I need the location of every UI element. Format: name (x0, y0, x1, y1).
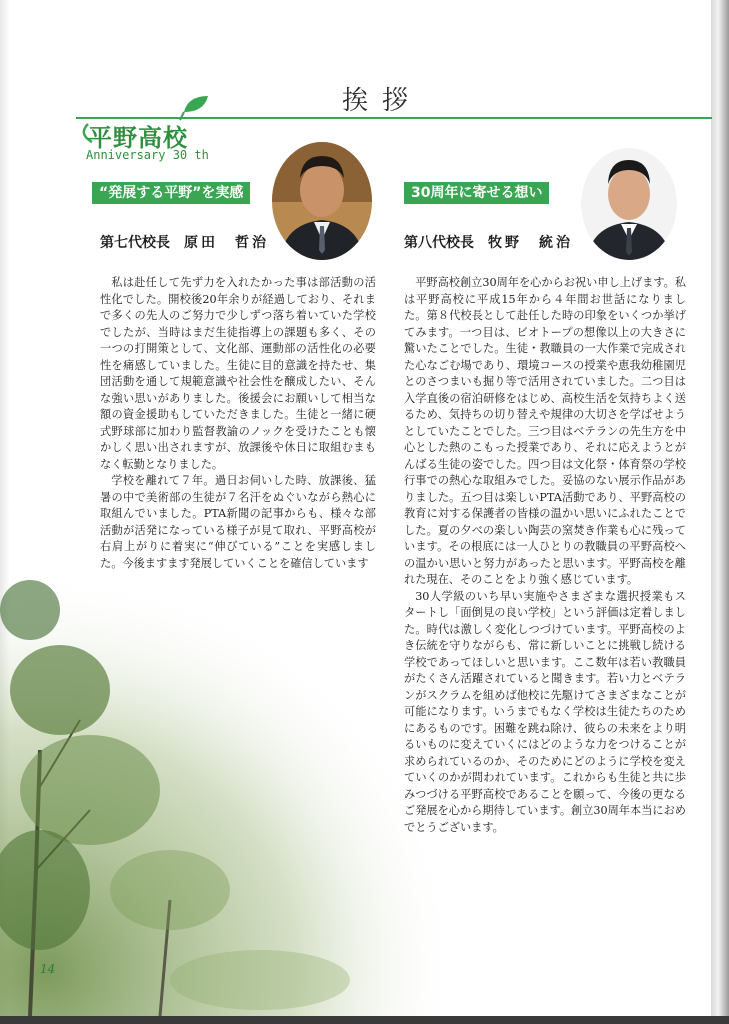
right-body-text (404, 275, 686, 836)
right-banner: 30周年に寄せる想い (404, 182, 549, 204)
left-author-name: 原田 哲治 (184, 235, 269, 251)
left-paragraph: 学校を離れて７年。過日お伺いした時、放課後、猛暑の中で美術部の生徒が７名汗をぬぐいながら熱心に取組んでいました。PTA新聞の記事からも、様々な部活動が活発になっている様子が見て取れ、平野高校が右肩上がりに着実に“伸びている”ことを実感しました。今後ますます発展していくことを確信しています (100, 474, 376, 570)
tree-photo (0, 570, 460, 1016)
left-banner: “発展する平野”を実感 (92, 182, 250, 204)
left-paragraph: 私は赴任して先ず力を入れたかった事は部活動の活性化でした。開校後20年余りが経過しており、それまで多くの先人のご努力で少しずつ落ち着いていた学校でしたが、当時はまだ生徒指導上の課題も多く、その一つの打開策として、文化部、運動部の活性化の必要性を痛感していました。生徒に目的意識を持たせ、集団活動を通して規範意識や社会性を醸成したい、そんな強い思いがありました。後援会にお願いして相当な額の資金援助もしていただきました。生徒と一緒に硬式野球部に加わり監督教諭のノックを受けたことも懐かしく思い出されますが、放課後や休日に取組むまもなく転勤となりました。 (100, 276, 376, 471)
page-number: 14 (40, 962, 56, 976)
portrait-makino (581, 148, 677, 260)
page-binding-edge (711, 0, 729, 1024)
portrait-harada (272, 142, 372, 260)
right-author (404, 232, 573, 252)
left-author (100, 232, 269, 252)
left-author-role: 第七代校長 (100, 235, 170, 251)
right-paragraph: 平野高校創立30周年を心からお祝い申し上げます。私は平野高校に平成15年から４年間お世話になりました。第８代校長として赴任した時の印象をいくつか挙げてみます。一つ目は、ビオトープの想像以上の大きさに驚いたことでした。生徒・教職員の一大作業で完成された心なごむ場であり、環境コースの授業や恵我幼稚園児とのさつまいも掘り等で活用されていました。二つ目は入学直後の宿泊研修をはじめ、高校生活を気持ちよく送るため、気持ちの切り替えや規律の大切さを学ばせようとしていたことでした。三つ目はベテランの先生方を中心とした熱のこもった授業であり、それに応えようとがんばる生徒の姿でした。四つ目は文化祭・体育祭の学校行事での熱心な取組みでした。妥協のない展示作品がありました。五つ目は楽しいPTA活動であり、平野高校の教育に対する保護者の皆様の温かい思いにふれたことでした。夏の夕べの楽しい陶芸の窯焚き作業も心に残っています。その根底には一人ひとりの教職員の平野高校への温かい思いと努力があったと思います。平野高校を離れた現在、そのことをより強く感じています。 (404, 276, 686, 586)
right-paragraph: 30人学級のいち早い実施やさまざまな選択授業もスタートし「面倒見の良い学校」という評価は定着しました。時代は激しく変化しつづけています。平野高校のよき伝統を守りながらも、常に新しいことに挑戦し続ける学校であってほしいと思います。ここ数年は若い教職員がたくさん活躍されていると聞きます。若い力とベテランがスクラムを組めば他校に先駆けてさまざまなことが可能になります。いうまでもなく学校は生徒たちのためにあるものです。困難を跳ね除け、彼らの未来をより明るいものに変えていくにはどのような力をつけることが求められているのか、そのためにどのように学校を変えていくのかが問われています。これからも生徒と共に歩みつづける平野高校であることを願って、今後の更なるご発展を心から期待しています。創立30周年本当におめでとうございます。 (404, 589, 686, 834)
school-logo (76, 94, 226, 174)
right-author-name: 牧野 統治 (488, 235, 573, 251)
logo-anniversary: Anniversary 30 th (86, 148, 209, 162)
right-author-role: 第八代校長 (404, 235, 474, 251)
page-bottom-edge (0, 1016, 729, 1024)
left-body-text (100, 275, 376, 572)
page-title: 挨拶 (342, 86, 423, 116)
logo-school-name: 平野高校 (88, 124, 188, 152)
